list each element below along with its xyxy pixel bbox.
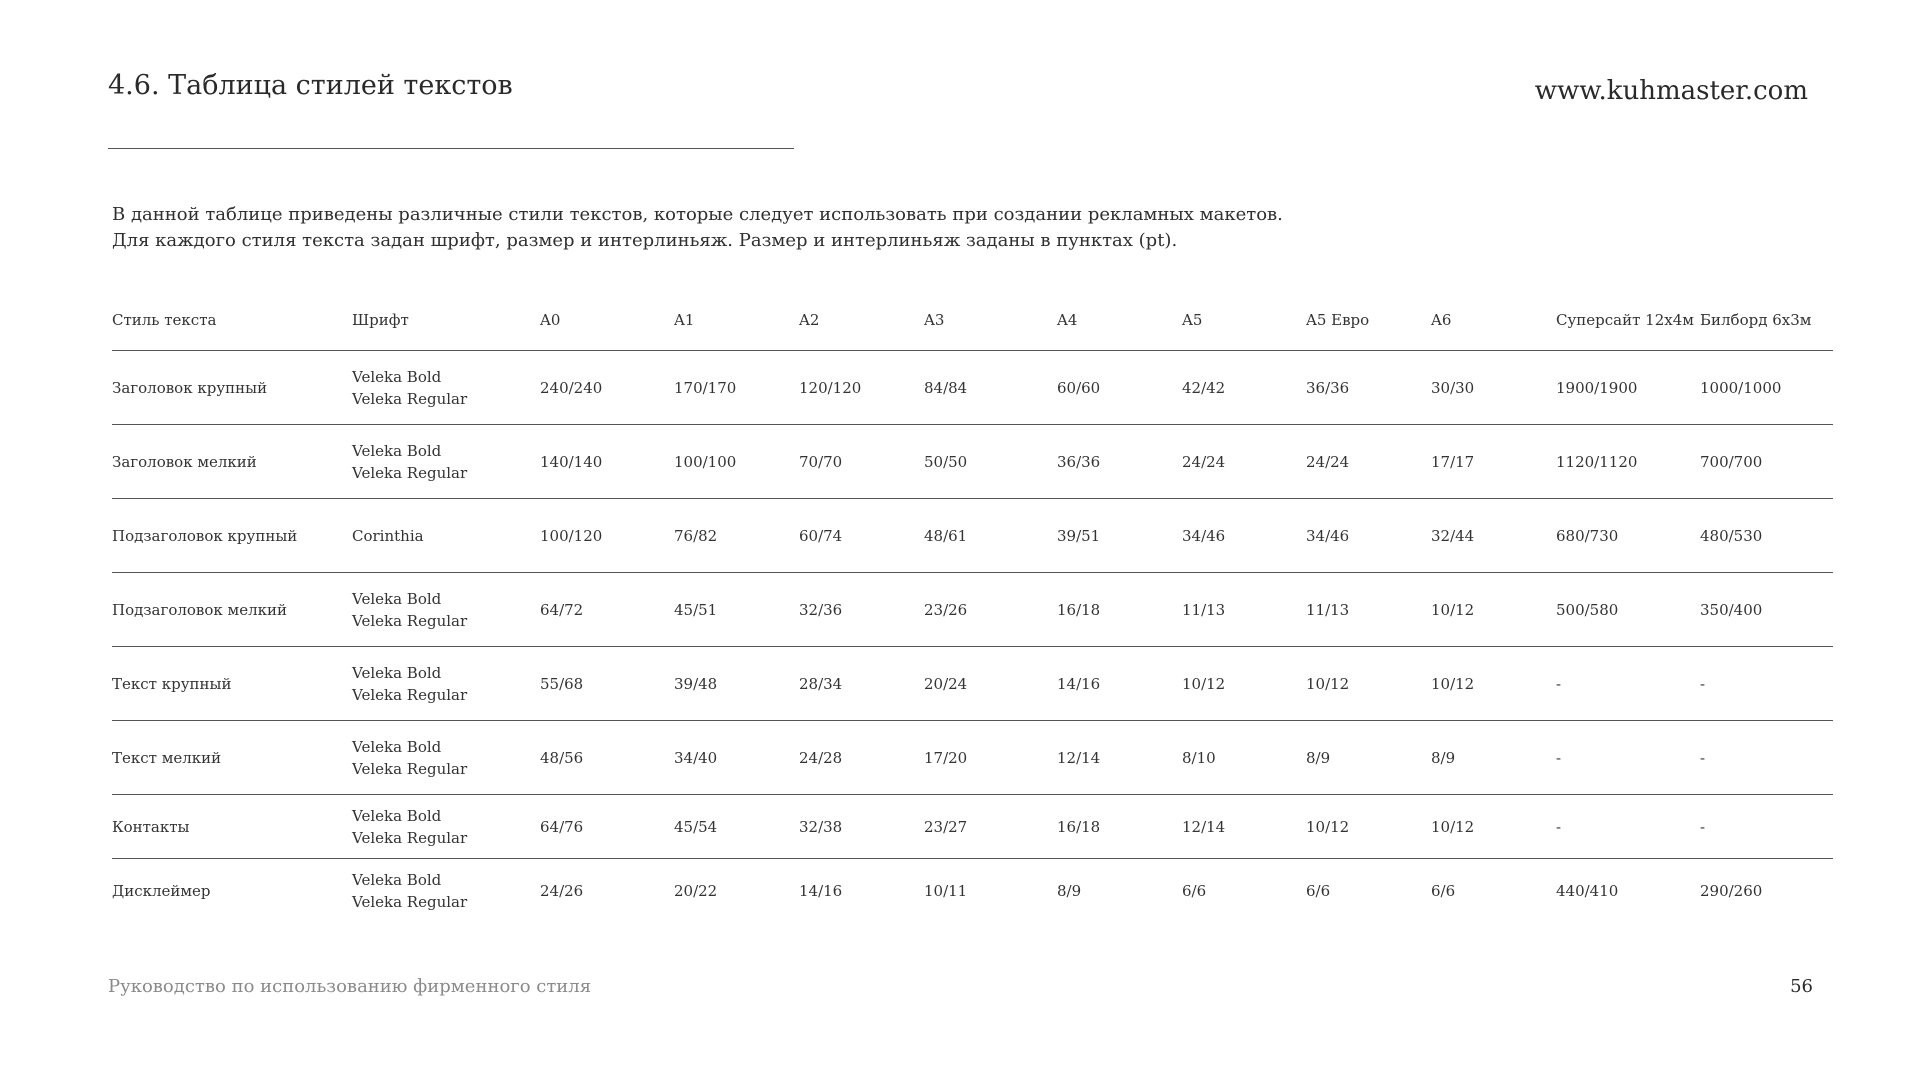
size-value-cell: 140/140 xyxy=(540,425,674,499)
table-row xyxy=(112,573,1833,647)
size-value-cell: 1000/1000 xyxy=(1700,351,1833,425)
table-row xyxy=(112,721,1833,795)
size-value-cell: 10/12 xyxy=(1431,795,1556,859)
size-value-cell: 23/26 xyxy=(924,573,1057,647)
size-value-cell: 6/6 xyxy=(1306,881,1331,900)
size-value-cell: - xyxy=(1700,647,1833,721)
size-value-cell: 34/46 xyxy=(1306,499,1431,573)
size-value-cell: 20/24 xyxy=(924,647,1057,721)
font-name: Veleka Regular xyxy=(352,892,468,911)
size-value-cell: 100/120 xyxy=(540,499,674,573)
size-value-cell: 20/22 xyxy=(674,881,718,900)
size-value-cell: 10/12 xyxy=(1431,573,1556,647)
size-value-cell: 12/14 xyxy=(1182,795,1306,859)
size-value-cell: 34/40 xyxy=(674,721,799,795)
font-name: Veleka Regular xyxy=(352,685,468,704)
size-value-cell: - xyxy=(1556,721,1700,795)
site-url: www.kuhmaster.com xyxy=(1534,76,1808,106)
size-value-cell: 16/18 xyxy=(1057,795,1182,859)
table-header-row xyxy=(112,290,1833,351)
size-value-cell: 8/9 xyxy=(1431,721,1556,795)
size-value-cell: 8/9 xyxy=(1306,721,1431,795)
size-value-cell: 1900/1900 xyxy=(1556,351,1700,425)
style-name-cell: Подзаголовок мелкий xyxy=(112,573,352,647)
font-cell xyxy=(352,859,540,923)
size-value-cell: 64/76 xyxy=(540,795,674,859)
column-header: Стиль текста xyxy=(112,290,352,351)
column-header: A6 xyxy=(1431,290,1556,351)
table-row xyxy=(112,795,1833,859)
size-value-cell: 8/10 xyxy=(1182,721,1306,795)
column-header: A5 xyxy=(1182,290,1306,351)
size-value-cell: - xyxy=(1700,795,1833,859)
column-header: Суперсайт 12х4м xyxy=(1556,290,1700,351)
size-value-cell: 39/48 xyxy=(674,647,799,721)
size-value-cell: 440/410 xyxy=(1556,881,1619,900)
font-cell xyxy=(352,647,540,721)
size-value-cell: 24/24 xyxy=(1306,425,1431,499)
size-value-cell: 8/9 xyxy=(1057,881,1082,900)
size-value-cell: 14/16 xyxy=(799,881,843,900)
size-value-cell: 64/72 xyxy=(540,573,674,647)
size-value-cell: 55/68 xyxy=(540,647,674,721)
size-value-cell: 24/24 xyxy=(1182,425,1306,499)
title-divider xyxy=(108,148,794,149)
table-row xyxy=(112,425,1833,499)
size-value-cell: 170/170 xyxy=(674,351,799,425)
size-value-cell: 100/100 xyxy=(674,425,799,499)
size-value-cell: 48/61 xyxy=(924,499,1057,573)
text-styles-table xyxy=(112,290,1833,922)
size-value-cell: 28/34 xyxy=(799,647,924,721)
table-row xyxy=(112,647,1833,721)
font-name: Veleka Regular xyxy=(352,463,468,482)
size-value-cell: 10/12 xyxy=(1306,795,1431,859)
column-header: A4 xyxy=(1057,290,1182,351)
font-name: Veleka Regular xyxy=(352,828,468,847)
font-name: Veleka Bold xyxy=(352,737,442,756)
font-name: Veleka Regular xyxy=(352,389,468,408)
size-value-cell: 350/400 xyxy=(1700,573,1833,647)
style-name-cell: Текст крупный xyxy=(112,647,352,721)
size-value-cell: 10/11 xyxy=(924,881,968,900)
size-value-cell: 17/20 xyxy=(924,721,1057,795)
font-name: Veleka Regular xyxy=(352,759,468,778)
font-cell xyxy=(352,425,540,499)
size-value-cell: 32/44 xyxy=(1431,499,1556,573)
intro-line-1: В данной таблице приведены различные стили текстов, которые следует использовать при создании рекламных макетов. xyxy=(112,204,1283,225)
intro-text xyxy=(112,202,1512,254)
intro-line-2: Для каждого стиля текста задан шрифт, размер и интерлиньяж. Размер и интерлиньяж заданы в пунктах (pt). xyxy=(112,230,1178,251)
font-name: Veleka Bold xyxy=(352,441,442,460)
size-value-cell: - xyxy=(1700,721,1833,795)
size-value-cell: 10/12 xyxy=(1182,647,1306,721)
size-value-cell: 11/13 xyxy=(1182,573,1306,647)
footer-guide-title: Руководство по использованию фирменного стиля xyxy=(108,976,592,997)
size-value-cell: 14/16 xyxy=(1057,647,1182,721)
column-header: A0 xyxy=(540,290,674,351)
size-value-cell: 240/240 xyxy=(540,351,674,425)
font-cell xyxy=(352,721,540,795)
style-name-cell: Контакты xyxy=(112,795,352,859)
size-value-cell: 500/580 xyxy=(1556,573,1700,647)
size-value-cell: 290/260 xyxy=(1700,881,1763,900)
size-value-cell: 680/730 xyxy=(1556,499,1700,573)
font-name: Veleka Bold xyxy=(352,806,442,825)
style-name-cell: Заголовок крупный xyxy=(112,351,352,425)
table-row xyxy=(112,351,1833,425)
size-value-cell: 36/36 xyxy=(1057,425,1182,499)
size-value-cell: 50/50 xyxy=(924,425,1057,499)
size-value-cell: 1120/1120 xyxy=(1556,425,1700,499)
font-cell xyxy=(352,795,540,859)
page-number: 56 xyxy=(1790,976,1813,997)
size-value-cell: 24/26 xyxy=(540,881,584,900)
font-cell xyxy=(352,573,540,647)
column-header: A5 Евро xyxy=(1306,290,1431,351)
size-value-cell: 45/54 xyxy=(674,795,799,859)
size-value-cell: 120/120 xyxy=(799,351,924,425)
size-value-cell: 700/700 xyxy=(1700,425,1833,499)
size-value-cell: 17/17 xyxy=(1431,425,1556,499)
size-value-cell: 32/38 xyxy=(799,795,924,859)
style-name-cell: Текст мелкий xyxy=(112,721,352,795)
font-cell xyxy=(352,499,540,573)
column-header: Билборд 6х3м xyxy=(1700,290,1833,351)
size-value-cell: 70/70 xyxy=(799,425,924,499)
size-value-cell: 12/14 xyxy=(1057,721,1182,795)
size-value-cell: 60/60 xyxy=(1057,351,1182,425)
size-value-cell: 30/30 xyxy=(1431,351,1556,425)
font-name: Veleka Bold xyxy=(352,367,442,386)
size-value-cell: 36/36 xyxy=(1306,351,1431,425)
column-header: A3 xyxy=(924,290,1057,351)
size-value-cell: 45/51 xyxy=(674,573,799,647)
column-header: A1 xyxy=(674,290,799,351)
size-value-cell: 60/74 xyxy=(799,499,924,573)
size-value-cell: 42/42 xyxy=(1182,351,1306,425)
size-value-cell: 10/12 xyxy=(1431,647,1556,721)
size-value-cell: 11/13 xyxy=(1306,573,1431,647)
page-title: 4.6. Таблица стилей текстов xyxy=(108,70,513,101)
style-name-cell: Дисклеймер xyxy=(112,881,211,900)
size-value-cell: 24/28 xyxy=(799,721,924,795)
font-name: Veleka Regular xyxy=(352,611,468,630)
size-value-cell: 10/12 xyxy=(1306,647,1431,721)
column-header: A2 xyxy=(799,290,924,351)
size-value-cell: 32/36 xyxy=(799,573,924,647)
size-value-cell: 23/27 xyxy=(924,795,1057,859)
size-value-cell: - xyxy=(1556,647,1700,721)
size-value-cell: 84/84 xyxy=(924,351,1057,425)
table-row xyxy=(112,859,1833,923)
size-value-cell: 480/530 xyxy=(1700,499,1833,573)
size-value-cell: 6/6 xyxy=(1431,881,1456,900)
size-value-cell: 76/82 xyxy=(674,499,799,573)
font-name: Veleka Bold xyxy=(352,663,442,682)
style-name-cell: Подзаголовок крупный xyxy=(112,499,352,573)
size-value-cell: - xyxy=(1556,795,1700,859)
font-name: Veleka Bold xyxy=(352,589,442,608)
size-value-cell: 39/51 xyxy=(1057,499,1182,573)
font-name: Veleka Bold xyxy=(352,870,442,889)
size-value-cell: 34/46 xyxy=(1182,499,1306,573)
font-name: Corinthia xyxy=(352,526,424,545)
size-value-cell: 6/6 xyxy=(1182,881,1207,900)
column-header: Шрифт xyxy=(352,290,540,351)
size-value-cell: 48/56 xyxy=(540,721,674,795)
size-value-cell: 16/18 xyxy=(1057,573,1182,647)
font-cell xyxy=(352,351,540,425)
table-row xyxy=(112,499,1833,573)
style-name-cell: Заголовок мелкий xyxy=(112,425,352,499)
